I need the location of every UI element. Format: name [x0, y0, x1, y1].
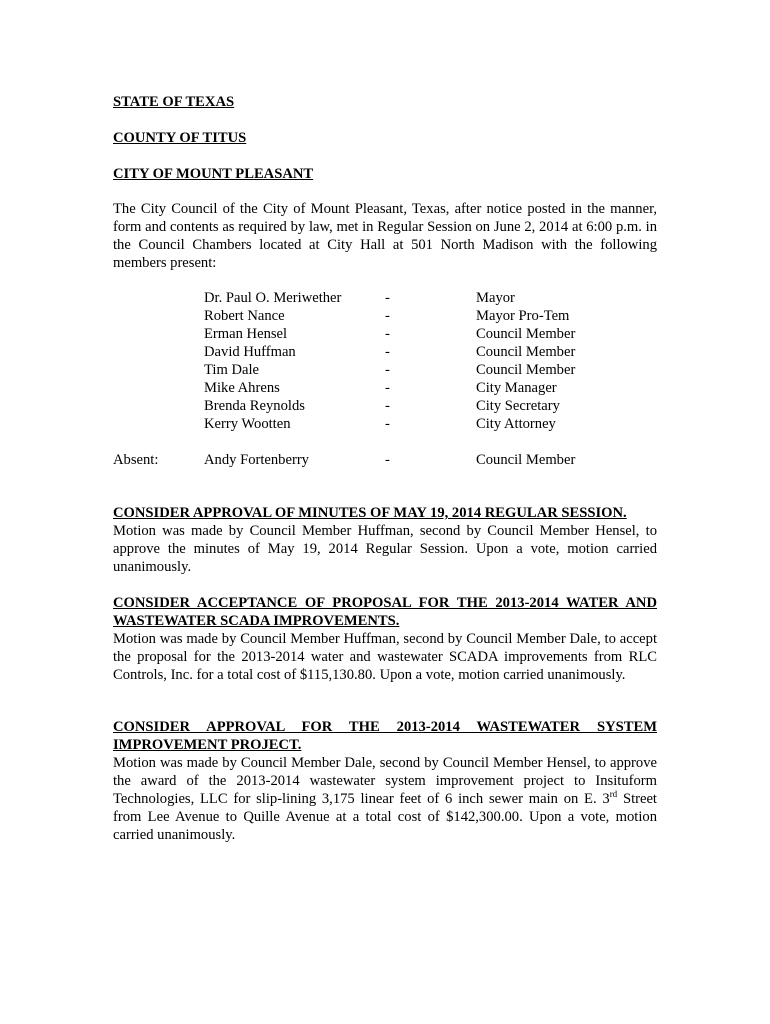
section-scada	[113, 594, 657, 684]
section-body-part1: Motion was made by Council Member Dale, second by Council Member Hensel, to approve the award of the 2013-2014 wastewater system improvement project to Insituform Technologies, LLC for slip-lining 3,175 linear feet of 6 inch sewer main on E. 3	[113, 755, 657, 807]
section-minutes	[113, 504, 657, 576]
member-dash: -	[385, 308, 390, 324]
member-dash: -	[385, 326, 390, 342]
state-heading: STATE OF TEXAS	[113, 94, 235, 110]
member-role: City Secretary	[476, 398, 560, 414]
section-title-line2: WASTEWATER SCADA IMPROVEMENTS.	[113, 613, 400, 629]
section-body: Motion was made by Council Member Huffman, second by Council Member Dale, to accept the proposal for the 2013-2014 water and wastewater SCADA improvements from RLC Controls, Inc. for a total cost of $115,130.80. Upon a vote, motion carried unanimously.	[113, 631, 657, 683]
absent-label: Absent:	[113, 452, 159, 468]
member-row	[113, 361, 673, 379]
member-row	[113, 307, 673, 325]
ordinal-suffix: rd	[609, 789, 618, 800]
member-row	[113, 379, 673, 397]
member-name: Kerry Wootten	[204, 416, 291, 432]
absent-row	[113, 451, 673, 469]
member-name: Erman Hensel	[204, 326, 288, 342]
section-title-line2: IMPROVEMENT PROJECT.	[113, 737, 302, 753]
member-role: Council Member	[476, 326, 576, 342]
member-dash: -	[385, 290, 390, 306]
section-body-part2: Street from Lee Avenue to Quille Avenue at a total cost of $142,300.00. Upon a vote, motion carried unanimously.	[113, 791, 657, 843]
absent-dash: -	[385, 452, 390, 468]
city-heading: CITY OF MOUNT PLEASANT	[113, 166, 314, 182]
member-dash: -	[385, 380, 390, 396]
county-heading: COUNTY OF TITUS	[113, 130, 247, 146]
member-role: Mayor	[476, 290, 515, 306]
member-name: David Huffman	[204, 344, 296, 360]
member-name: Robert Nance	[204, 308, 285, 324]
member-dash: -	[385, 416, 390, 432]
member-role: Council Member	[476, 344, 576, 360]
member-role: Council Member	[476, 362, 576, 378]
member-row	[113, 325, 673, 343]
member-name: Dr. Paul O. Meriwether	[204, 290, 342, 306]
absent-name: Andy Fortenberry	[204, 452, 309, 468]
member-row	[113, 415, 673, 433]
section-title-line1: CONSIDER ACCEPTANCE OF PROPOSAL FOR THE 2013-2014 WATER AND	[113, 595, 657, 611]
member-name: Brenda Reynolds	[204, 398, 305, 414]
section-title: CONSIDER APPROVAL OF MINUTES OF MAY 19, 2014 REGULAR SESSION.	[113, 505, 627, 521]
member-row	[113, 397, 673, 415]
member-row	[113, 289, 673, 307]
member-dash: -	[385, 344, 390, 360]
section-body: Motion was made by Council Member Huffman, second by Council Member Hensel, to approve the minutes of May 19, 2014 Regular Session. Upon a vote, motion carried unanimously.	[113, 523, 657, 575]
section-title-line1: CONSIDER APPROVAL FOR THE 2013-2014 WASTEWATER SYSTEM	[113, 719, 657, 735]
member-role: City Attorney	[476, 416, 556, 432]
intro-paragraph: The City Council of the City of Mount Pleasant, Texas, after notice posted in the manner, form and contents as required by law, met in Regular Session on June 2, 2014 at 6:00 p.m. in the Council Chambers located at City Hall at 501 North Madison with the following members present:	[113, 201, 657, 271]
member-row	[113, 343, 673, 361]
member-name: Tim Dale	[204, 362, 260, 378]
member-role: City Manager	[476, 380, 557, 396]
member-role: Mayor Pro-Tem	[476, 308, 570, 324]
absent-role: Council Member	[476, 452, 576, 468]
member-dash: -	[385, 362, 390, 378]
members-list	[113, 289, 673, 469]
section-wastewater	[113, 718, 657, 844]
member-name: Mike Ahrens	[204, 380, 280, 396]
member-dash: -	[385, 398, 390, 414]
